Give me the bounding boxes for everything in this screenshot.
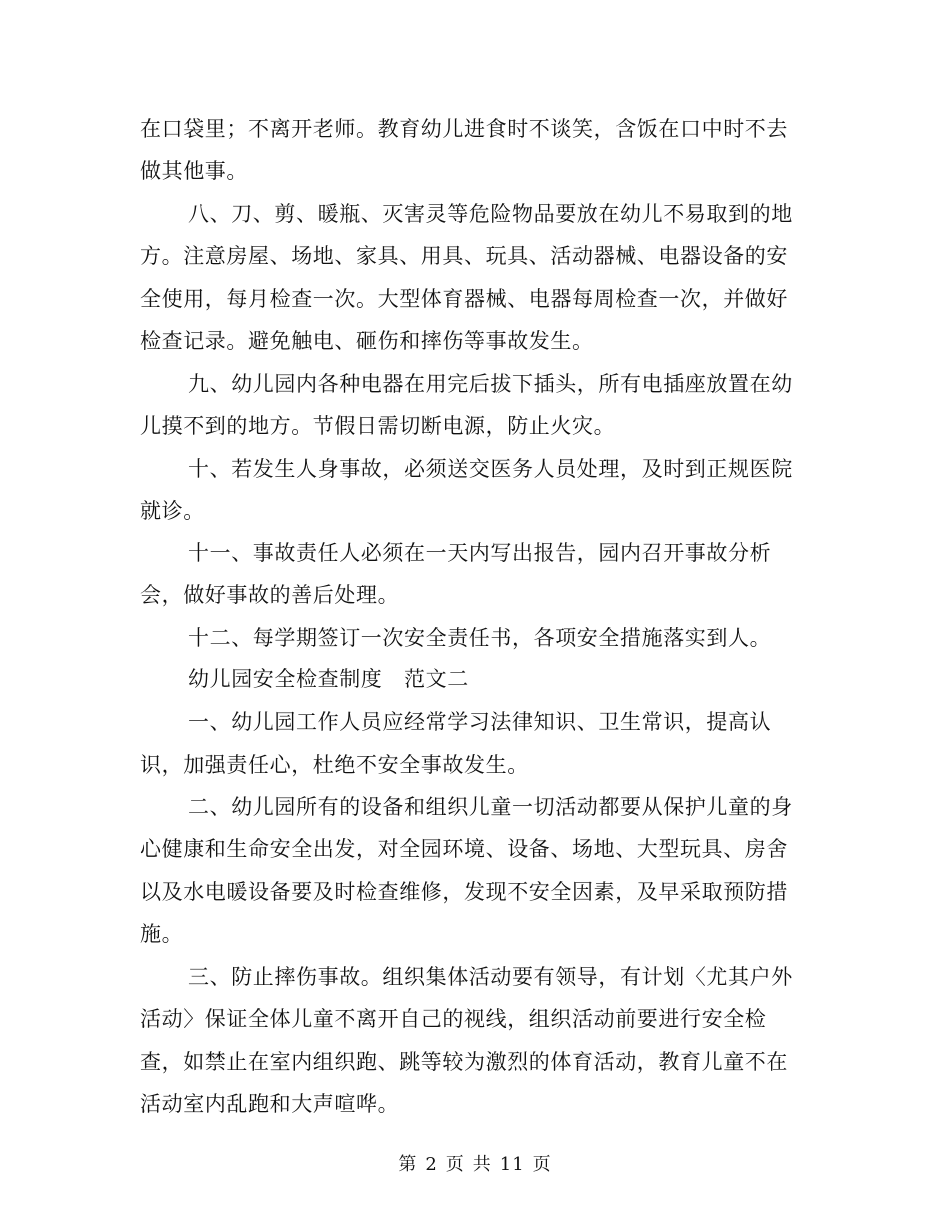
body-line: 全使用，每月检查一次。大型体育器械、电器每周检查一次，并做好 xyxy=(140,287,788,311)
body-line: 检查记录。避免触电、砸伤和摔伤等事故发生。 xyxy=(140,329,594,353)
footer-total-pages: 11 xyxy=(499,1154,525,1175)
body-line: 心健康和生命安全出发，对全园环境、设备、场地、大型玩具、房舍 xyxy=(140,837,788,861)
footer-suffix: 页 xyxy=(532,1154,552,1175)
body-line: 三、防止摔伤事故。组织集体活动要有领导，有计划〈尤其户外 xyxy=(188,965,793,989)
body-line: 儿摸不到的地方。节假日需切断电源，防止火灾。 xyxy=(140,414,616,438)
footer-prefix: 第 xyxy=(398,1154,418,1175)
footer-total-word: 共 xyxy=(472,1154,492,1175)
body-line: 活动室内乱跑和大声喧哗。 xyxy=(140,1092,400,1116)
body-line: 十二、每学期签订一次安全责任书，各项安全措施落实到人。 xyxy=(188,626,772,650)
body-line: 方。注意房屋、场地、家具、用具、玩具、活动器械、电器设备的安 xyxy=(140,244,788,268)
body-line: 做其他事。 xyxy=(140,159,248,183)
body-line: 施。 xyxy=(140,922,184,946)
body-line: 查，如禁止在室内组织跑、跳等较为激烈的体育活动，教育儿童不在 xyxy=(140,1050,788,1074)
page-footer xyxy=(0,1150,950,1176)
body-line: 就诊。 xyxy=(140,499,205,523)
section-heading: 幼儿园安全检查制度 范文二 xyxy=(188,667,469,691)
body-line: 九、幼儿园内各种电器在用完后拔下插头，所有电插座放置在幼 xyxy=(188,372,793,396)
body-line: 会，做好事故的善后处理。 xyxy=(140,583,400,607)
body-line: 八、刀、剪、暖瓶、灭害灵等危险物品要放在幼儿不易取到的地 xyxy=(188,202,793,226)
body-line: 活动〉保证全体儿童不离开自己的视线，组织活动前要进行安全检 xyxy=(140,1007,767,1031)
body-line: 十一、事故责任人必须在一天内写出报告，园内召开事故分析 xyxy=(188,541,772,565)
footer-page-word: 页 xyxy=(445,1154,465,1175)
body-line: 以及水电暖设备要及时检查维修，发现不安全因素，及早采取预防措 xyxy=(140,880,788,904)
body-line: 一、幼儿园工作人员应经常学习法律知识、卫生常识，提高认 xyxy=(188,710,772,734)
body-line: 在口袋里；不离开老师。教育幼儿进食时不谈笑，含饭在口中时不去 xyxy=(140,117,788,141)
body-line: 识，加强责任心，杜绝不安全事故发生。 xyxy=(140,753,529,777)
footer-current-page: 2 xyxy=(425,1154,438,1175)
body-line: 二、幼儿园所有的设备和组织儿童一切活动都要从保护儿童的身 xyxy=(188,795,793,819)
body-line: 十、若发生人身事故，必须送交医务人员处理，及时到正规医院 xyxy=(188,457,793,481)
